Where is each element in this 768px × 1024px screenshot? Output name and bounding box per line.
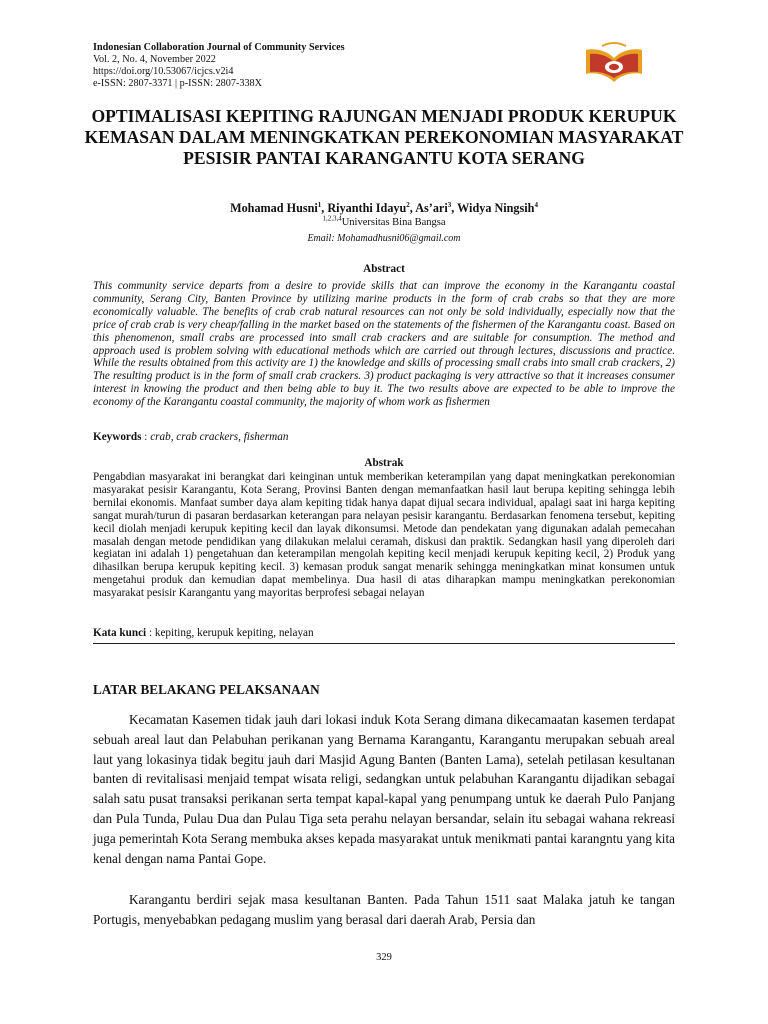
author-list: Mohamad Husni$^1$, Riyanthi Idayu$^2$, As’ari$^3$, Widya Ningsih$^4$ <box>230 200 538 215</box>
keywords-id-label: Kata kunci <box>93 627 147 639</box>
journal-issn: e-ISSN: 2807-3371 | p-ISSN: 2807-338X <box>93 78 262 89</box>
affiliation <box>80 216 688 229</box>
keywords-id-values: kepiting, kerupuk kepiting, nelayan <box>154 627 314 639</box>
keywords-en-label: Keywords <box>93 431 142 443</box>
author-name: Widya Ningsih <box>457 201 535 215</box>
journal-book-logo-icon <box>582 40 646 88</box>
affiliation-sup: 1,2,3,4 <box>322 214 342 223</box>
author-affil-sup: 2 <box>406 200 410 209</box>
journal-header <box>93 42 345 90</box>
journal-volume: Vol. 2, No. 4, November 2022 <box>93 54 216 65</box>
author-name: Riyanthi Idayu <box>327 201 407 215</box>
keywords-en: Keywords : crab, crab crackers, fisherman <box>93 431 289 443</box>
abstract-en-heading: Abstract <box>363 263 405 275</box>
journal-name: Indonesian Collaboration Journal of Community Services <box>93 42 345 53</box>
author-affil-sup: 3 <box>447 200 452 209</box>
journal-doi[interactable]: https://doi.org/10.53067/icjcs.v2i4 <box>93 66 234 77</box>
body-paragraph: Kecamatan Kasemen tidak jauh dari lokasi induk Kota Serang dimana dikecamaatan kasemen terdapat sebuah areal laut dan Pelabuhan perikanan yang Bernama Karangantu, Karangantu merupakan sebuah areal laut yang lokasinya tidak begitu jauh dari Masjid Agung Banten (Banten Lama), setelah petilasan kesultanan banten di revitalisasi menjaid tempat wisata religi, sedangkan untuk pelabuhan Karangantu dijadikan sebagai salah satu pusat transaksi perikanan serta tempat kapal-kapal yang penumpang untuk ke daerah Pulo Panjang dan Pula Tunda, Pulau Dua dan Pulau Tiga seta perahu nelayan bersandar, selain itu sebagai wahana rekreasi juga pemerintah Kota Serang membuka akses kepada masyarakat untuk menikmati pantai karangntu yang kita kenal dengan nama Pantai Gope. <box>93 712 675 866</box>
abstract-id-heading: Abstrak <box>364 457 404 469</box>
section-heading: LATAR BELAKANG PELAKSANAAN <box>93 682 320 697</box>
abstract-divider <box>93 643 675 644</box>
author-affil-sup: 1 <box>317 200 322 209</box>
affiliation-name: Universitas Bina Bangsa <box>341 217 446 228</box>
abstract-id-text: Pengabdian masyarakat ini berangkat dari keinginan untuk memberikan keterampilan yang dapat meningkatkan perekonomian masyarakat pesisir Karangantu, Kota Serang, Provinsi Banten dengan memanfaatkan hasil laut berupa kepiting sehingga lebih bernilai ekonomis. Manfaat sumber daya alam kepiting tidak hanya dapat dijual secara individual, apalagi saat ini harga kepiting sangat murah/turun di pasaran berdasarkan keterangan para nelayan pesisir karangantu. Berdasarkan fenomena tersebut, kepiting kecil diolah menjadi kerupuk kepiting kecil dan layak dikonsumsi. Metode dan pendekatan yang digunakan adalah pemecahan masalah dengan metode pendidikan yang dilakukan melalui ceramah, diskusi dan praktik. Sedangkan hasil yang diperoleh dari kegiatan ini adalah 1) pengetahuan dan keterampilan mengolah kepiting kecil menjadi kerupuk kepiting kecil, 2) Produk yang dihasilkan berupa kerupuk kepiting kecil. 3) kemasan produk sangat menarik sehingga meningkatkan minat konsumen untuk mengetahui produk dan kemudian dapat membelinya. Dua hasil di atas diharapkan mampu meningkatkan perekonomian masyarakat pesisir Karangantu yang mayoritas berprofesi sebagai nelayan <box>93 471 675 600</box>
abstract-en-text: This community service departs from a desire to provide skills that can improve the economy in the Karangantu coastal community, Serang City, Banten Province by utilizing marine products in the form of crab crabs so that they are more economically valuable. The benefits of crab crab natural resources can not only be sold individually, especially now that the price of crab crab is very cheap/falling in the market based on the statements of the fishermen of the Karangantu coast. Based on this phenomenon, small crabs are processed into small crab crackers and are suitable for consumption. The method and approach used is problem solving with educational methods which are carried out through lectures, discussions and practice. While the results obtained from this activity are 1) the knowledge and skills of processing small crabs into small crab crackers, 2) The resulting product is in the form of small crab crackers. 3) product packaging is very attractive so that it increases consumer interest in knowing the product and then being able to buy it. The two results above are expected to be able to improve the economy of the Karangantu coastal community, the majority of whom work as fishermen <box>93 280 675 409</box>
keywords-id: Kata kunci : kepiting, kerupuk kepiting, nelayan <box>93 627 314 639</box>
page-number: 329 <box>376 952 392 963</box>
body-paragraph: Karangantu berdiri sejak masa kesultanan Banten. Pada Tahun 1511 saat Malaka jatuh ke tangan Portugis, menyebabkan pedagang muslim yang berasal dari daerah Arab, Persia dan <box>93 892 675 927</box>
author-name: Mohamad Husni <box>230 201 318 215</box>
paper-title: OPTIMALISASI KEPITING RAJUNGAN MENJADI PRODUK KERUPUK KEMASAN DALAM MENINGKATKAN PEREKONOMIAN MASYARAKAT PESISIR PANTAI KARANGANTU KOTA SERANG <box>84 106 684 168</box>
author-name: As’ari <box>415 201 448 215</box>
author-affil-sup: 4 <box>534 200 538 209</box>
keywords-en-values: crab, crab crackers, fisherman <box>150 431 289 443</box>
author-email[interactable]: Email: Mohamadhusni06@gmail.com <box>307 233 461 244</box>
